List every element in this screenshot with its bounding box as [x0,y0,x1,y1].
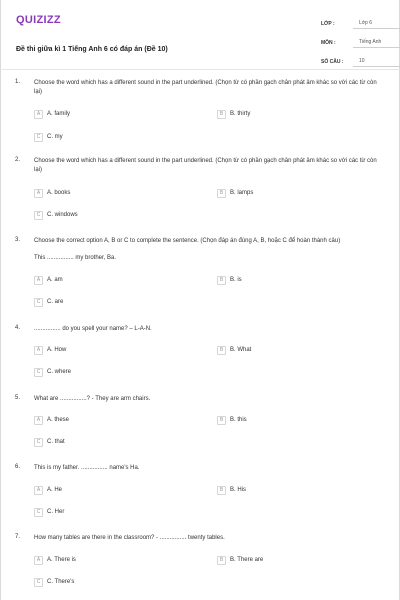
option-text: B. His [230,487,247,493]
question-text: Choose the correct option A, B or C to complete the sentence. (Chọn đáp án đúng A, B, hoặc C để hoàn thành câu) [34,238,341,244]
option-text: B. What [230,347,252,353]
option-text: C. windows [47,212,78,218]
option-text: C. where [47,369,72,375]
option-letter-box: C [34,368,43,377]
option-c[interactable] [34,132,63,142]
question-number: 1. [15,79,21,85]
option-c[interactable] [34,210,78,220]
option-b[interactable] [217,345,251,355]
page-border-left [0,0,1,600]
option-text: B. is [230,277,242,283]
option-b[interactable] [217,188,253,198]
question-text: ................ do you spell your name? – L-A-N. [34,326,152,332]
option-letter-box: C [34,438,43,447]
option-b[interactable] [217,415,247,425]
option-a[interactable] [34,109,70,119]
question-text: How many tables are there in the classroom? - ................ twenty tables. [34,535,225,541]
option-c[interactable] [34,367,71,377]
meta-label: LỚP : [321,21,335,27]
option-b[interactable] [217,275,242,285]
option-text: B. thirty [230,111,251,117]
option-letter-box: A [34,556,43,565]
question-number: 5. [15,395,21,401]
question-text: Choose the word which has a different sound in the part underlined. (Chọn từ có phần gạch chân phát âm khác so với các từ còn lại) [34,80,377,95]
option-letter-box: B [217,556,226,565]
option-b[interactable] [217,555,263,565]
question-number: 2. [15,157,21,163]
option-text: B. this [230,417,247,423]
meta-row-subject [321,33,400,48]
option-text: B. lamps [230,190,254,196]
option-letter-box: B [217,276,226,285]
option-text: A. How [47,347,67,353]
question-text: Choose the word which has a different sound in the part underlined. (Chọn từ có phần gạch chân phát âm khác so với các từ còn lại) [34,158,377,173]
option-c[interactable] [34,577,74,587]
question-number: 3. [15,237,21,243]
question-number: 6. [15,464,21,470]
option-c[interactable] [34,437,65,447]
option-letter-box: A [34,276,43,285]
meta-label: SỐ CÂU : [321,59,344,65]
option-b[interactable] [217,109,250,119]
meta-label: MÔN : [321,40,336,46]
option-letter-box: A [34,189,43,198]
meta-value: Lớp 6 [353,20,400,29]
option-letter-box: A [34,486,43,495]
option-a[interactable] [34,415,69,425]
option-text: C. There's [47,579,75,585]
option-text: A. these [47,417,70,423]
meta-value: 10 [353,58,400,67]
option-text: B. There are [230,557,264,563]
option-b[interactable] [217,485,246,495]
option-letter-box: B [217,486,226,495]
option-letter-box: A [34,346,43,355]
question-sentence: This ................ my brother, Ba. [34,255,117,261]
option-a[interactable] [34,345,66,355]
option-letter-box: B [217,346,226,355]
option-text: A. There is [47,557,76,563]
worksheet-header [16,12,384,68]
option-text: A. books [47,190,71,196]
option-letter-box: C [34,508,43,517]
option-text: C. that [47,439,65,445]
option-letter-box: C [34,578,43,587]
option-letter-box: B [217,189,226,198]
option-text: A. family [47,111,71,117]
document-title: Đề thi giữa kì 1 Tiếng Anh 6 có đáp án (Đề 10) [16,46,168,53]
option-text: A. am [47,277,63,283]
option-letter-box: C [34,211,43,220]
option-a[interactable] [34,188,70,198]
option-a[interactable] [34,275,63,285]
meta-fields [321,14,400,71]
option-c[interactable] [34,507,64,517]
meta-value: Tiếng Anh [353,39,400,48]
option-text: C. my [47,134,63,140]
option-text: C. Her [47,509,65,515]
question-number: 7. [15,534,21,540]
quizizz-logo: QUIZIZZ [16,14,61,26]
option-text: A. He [47,487,63,493]
option-a[interactable] [34,485,62,495]
meta-row-class [321,14,400,29]
meta-row-count [321,52,400,67]
header-divider [0,69,400,70]
option-letter-box: B [217,416,226,425]
question-number: 4. [15,325,21,331]
option-letter-box: B [217,110,226,119]
option-letter-box: A [34,416,43,425]
question-text: What are ................? - They are arm chairs. [34,396,151,402]
option-letter-box: C [34,133,43,142]
option-text: C. are [47,299,64,305]
question-text: This is my father. ................ name's Ha. [34,465,140,471]
option-letter-box: C [34,298,43,307]
option-letter-box: A [34,110,43,119]
option-c[interactable] [34,297,63,307]
option-a[interactable] [34,555,76,565]
